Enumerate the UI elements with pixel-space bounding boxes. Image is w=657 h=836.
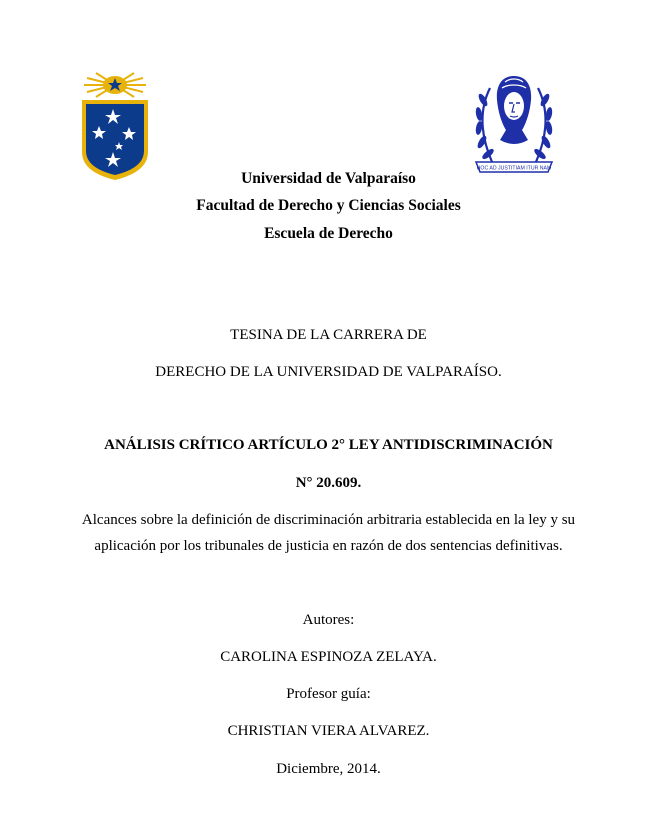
thesis-line-2: DERECHO DE LA UNIVERSIDAD DE VALPARAÍSO. xyxy=(155,364,502,380)
sun-icon xyxy=(84,73,146,97)
faculty-name: Facultad de Derecho y Ciencias Sociales xyxy=(196,197,461,214)
authors-label: Autores: xyxy=(302,612,355,628)
advisor-name: CHRISTIAN VIERA ALVAREZ. xyxy=(227,723,430,739)
document-date: Diciembre, 2014. xyxy=(276,761,381,777)
subtitle-line-2: aplicación por los tribunales de justicia en razón de dos sentencias definitivas. xyxy=(94,538,563,554)
title-line-2: N° 20.609. xyxy=(295,475,362,491)
faculty-seal-logo xyxy=(470,70,558,178)
classical-bust-icon xyxy=(497,76,531,144)
subtitle-line-1: Alcances sobre la definición de discriminación arbitraria establecida en la ley y su xyxy=(81,512,576,528)
title-line-1: ANÁLISIS CRÍTICO ARTÍCULO 2° LEY ANTIDISCRIMINACIÓN xyxy=(104,437,553,453)
thesis-line-1: TESINA DE LA CARRERA DE xyxy=(230,327,427,343)
university-name: Universidad de Valparaíso xyxy=(241,170,416,187)
university-crest-logo xyxy=(80,72,150,182)
school-name: Escuela de Derecho xyxy=(264,225,393,242)
seal-motto-text: HOC AD JUSTITIAM ITUR NAM xyxy=(476,165,552,172)
advisor-label: Profesor guía: xyxy=(286,686,371,702)
author-name: CAROLINA ESPINOZA ZELAYA. xyxy=(220,649,437,665)
